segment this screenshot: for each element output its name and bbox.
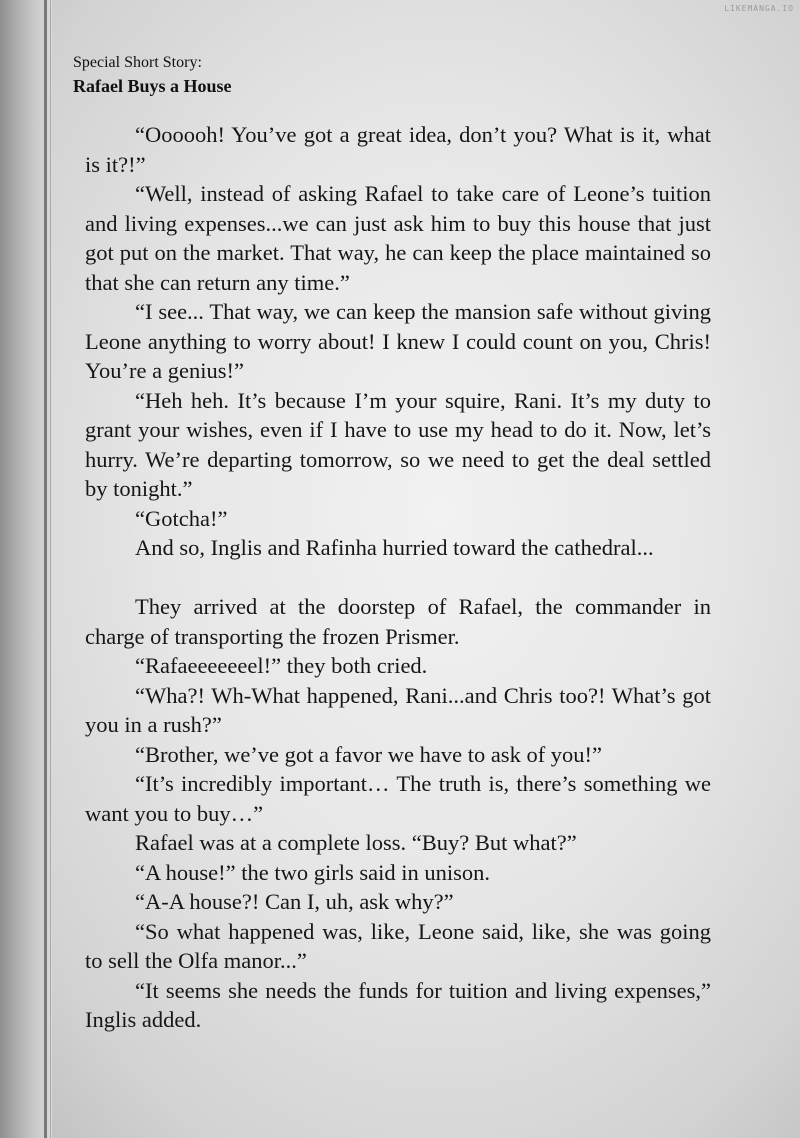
spine-shadow-line: [44, 0, 47, 1138]
paragraph: And so, Inglis and Rafinha hurried toward the cathedral...: [135, 535, 654, 560]
paragraph: They arrived at the doorstep of Rafael, the commander in charge of transporting the frozen Prismer.: [85, 594, 711, 649]
paragraph: “A house!” the two girls said in unison.: [135, 859, 490, 885]
paragraph: “Gotcha!”: [135, 505, 228, 531]
story-title: Rafael Buys a House: [73, 76, 232, 96]
paragraph: “A-A house?! Can I, uh, ask why?”: [135, 889, 454, 914]
header-label: Special Short Story:: [73, 54, 202, 71]
paragraph: “Well, instead of asking Rafael to take care of Leone’s tuition and living expenses...we can just ask him to buy this house that just got put on the market. That way, he can keep the place maintained so that she can return any time.”: [85, 181, 711, 295]
story-header: [73, 52, 232, 98]
paragraph: “I see... That way, we can keep the mansion safe without giving Leone anything to worry about! I knew I could count on you, Chris! You’re a genius!”: [85, 299, 711, 383]
paragraph: Rafael was at a complete loss. “Buy? But what?”: [135, 830, 577, 855]
paragraph: “Wha?! Wh-What happened, Rani...and Chris too?! What’s got you in a rush?”: [85, 682, 711, 737]
watermark: LIKEMANGA.IO: [724, 4, 794, 13]
paragraph: “So what happened was, like, Leone said, like, she was going to sell the Olfa manor...”: [85, 918, 711, 973]
paragraph: “Brother, we’ve got a favor we have to ask of you!”: [135, 741, 603, 767]
paragraph: “Heh heh. It’s because I’m your squire, Rani. It’s my duty to grant your wishes, even if I have to use my head to do it. Now, let’s hurry. We’re departing tomorrow, so we need to get the deal settled by tonight.”: [85, 387, 711, 501]
spine-fold-line: [50, 0, 51, 1138]
story-body: [85, 120, 711, 1035]
paragraph: “It seems she needs the funds for tuition and living expenses,” Inglis added.: [85, 977, 711, 1032]
paragraph: “Rafaeeeeeeel!” they both cried.: [135, 653, 428, 678]
paragraph: “It’s incredibly important… The truth is, there’s something we want you to buy…”: [85, 771, 711, 826]
paragraph: “Oooooh! You’ve got a great idea, don’t you? What is it, what is it?!”: [85, 122, 711, 177]
